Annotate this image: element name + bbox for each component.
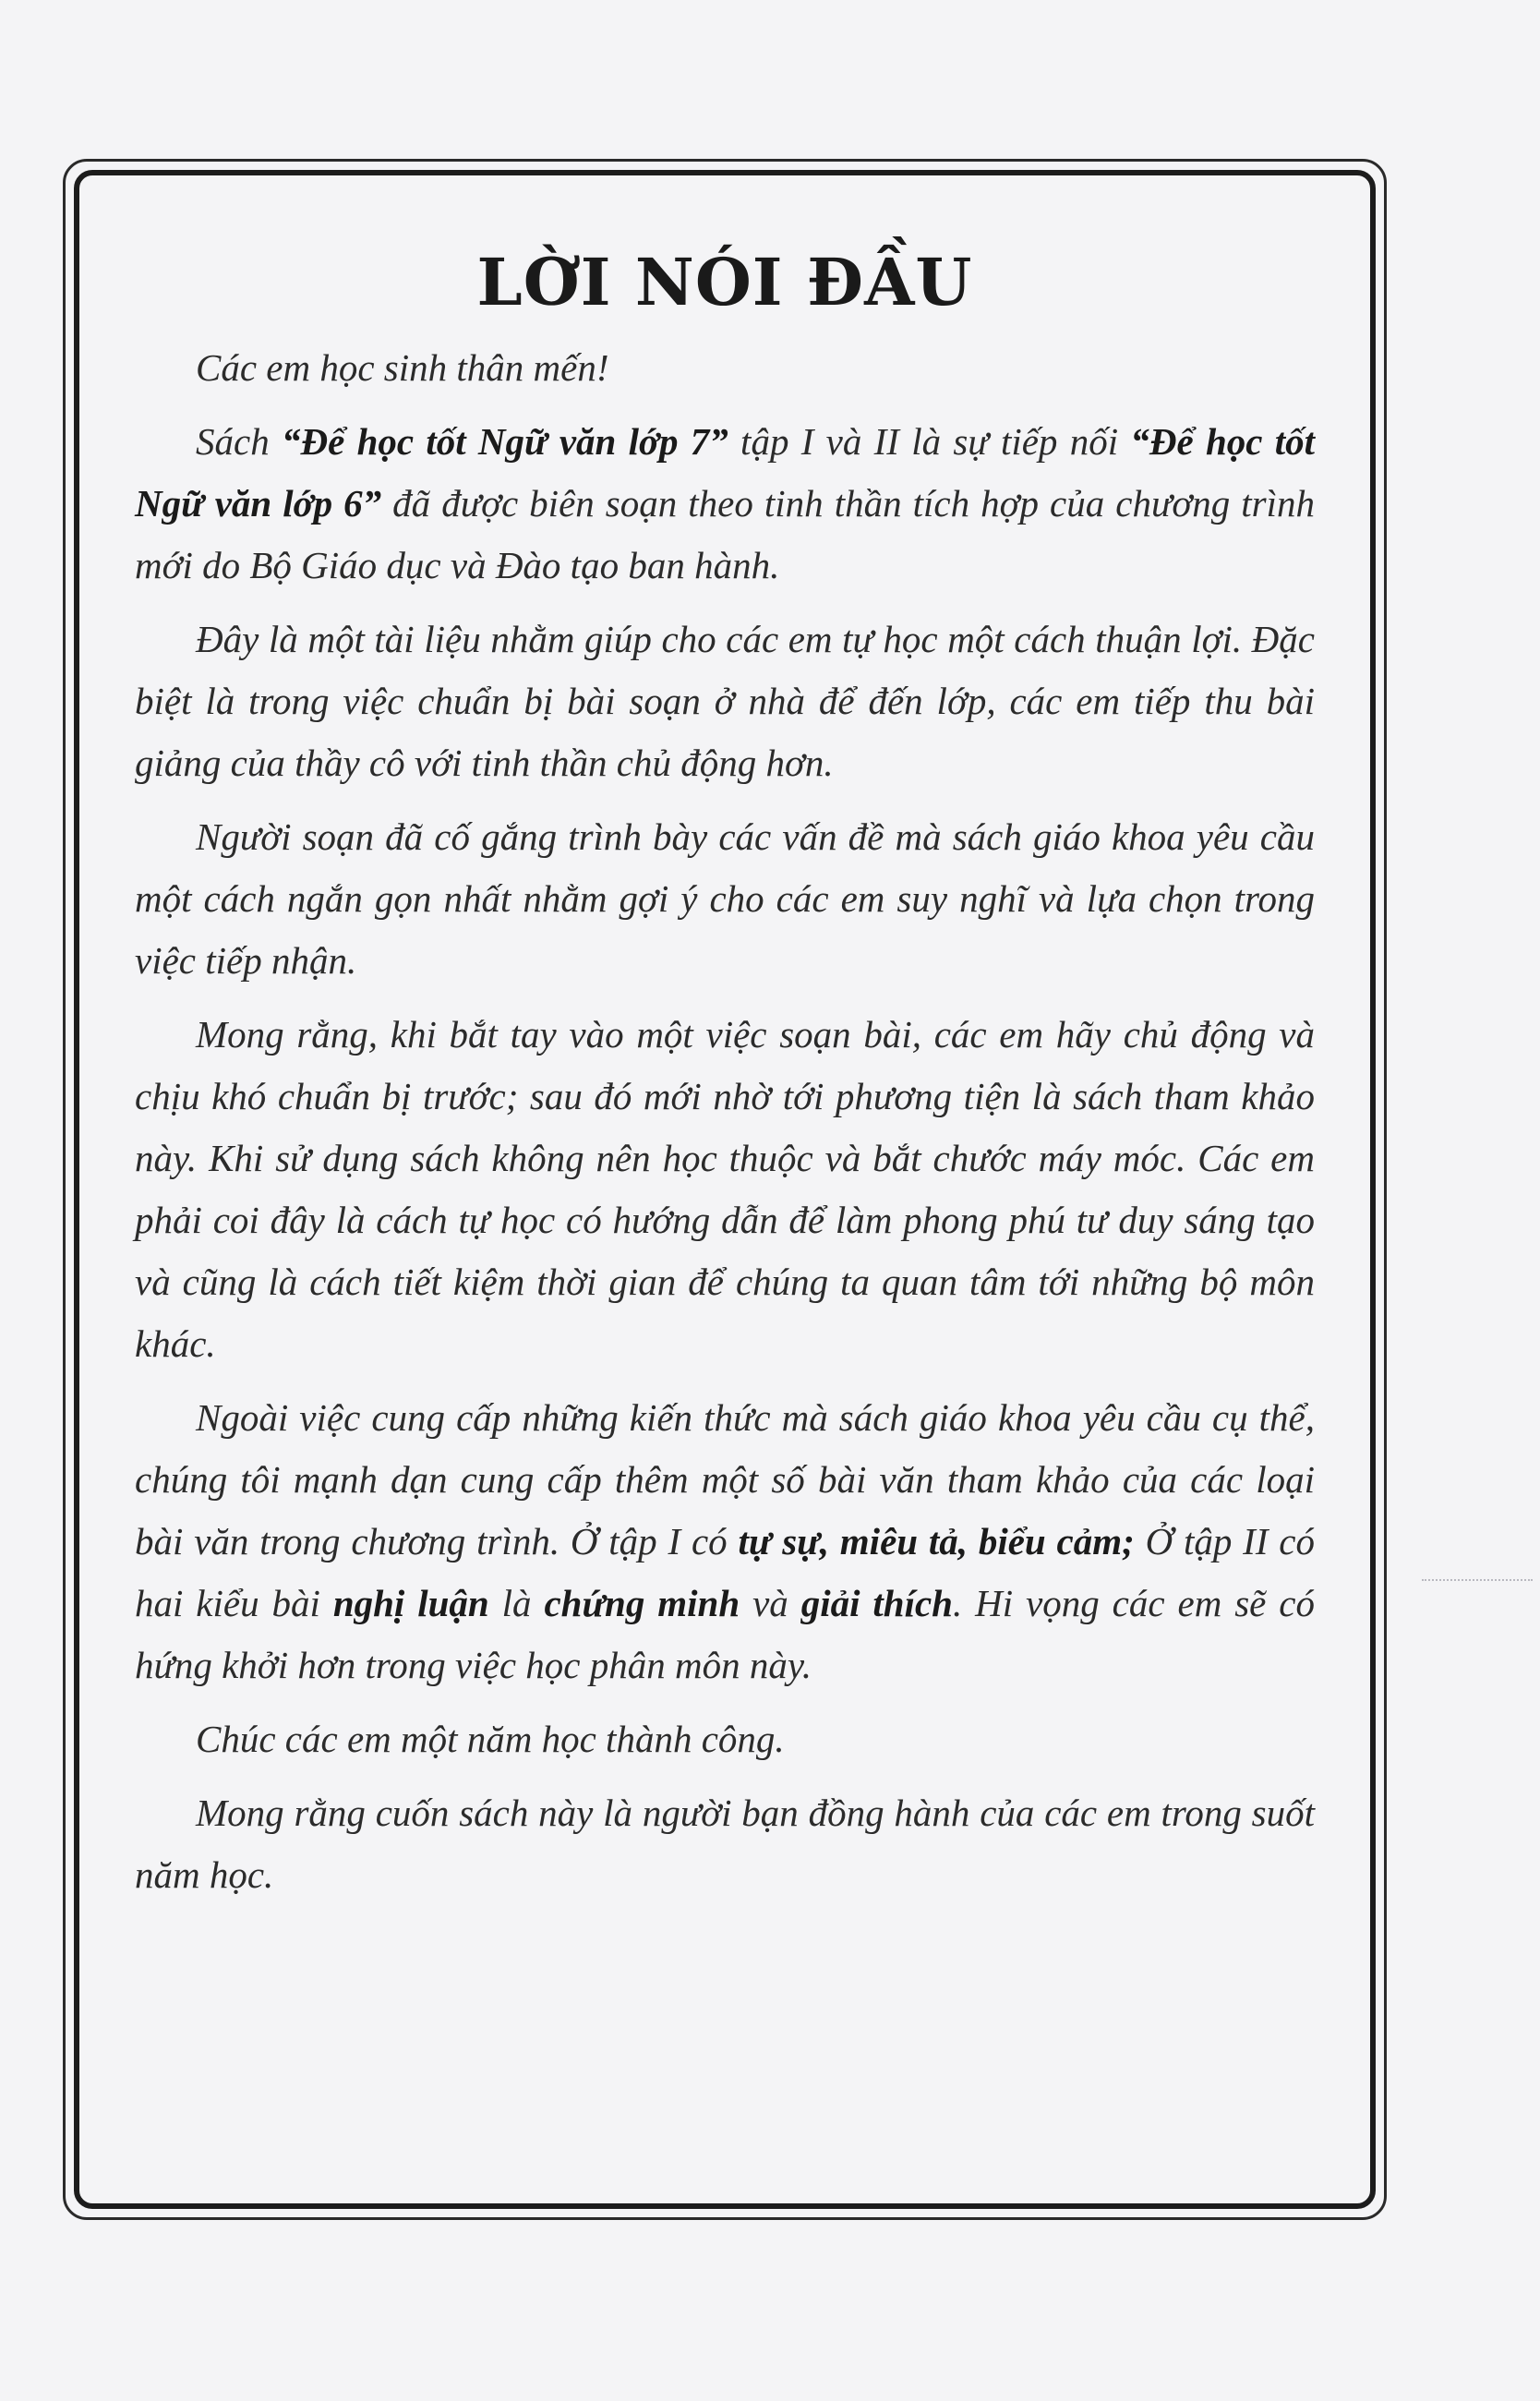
paragraph-6: Chúc các em một năm học thành công. bbox=[196, 1718, 785, 1760]
text-run: Ngoài việc cung cấp những kiến thức mà sách giáo khoa yêu cầu cụ thể, chúng tôi mạnh dạn cung cấp thêm một số bài văn tham khảo của các loại bài văn trong chương trình. Ở tập I có bbox=[135, 1396, 1315, 1562]
paragraph-7: Mong rằng cuốn sách này là người bạn đồng hành của các em trong suốt năm học. bbox=[135, 1792, 1315, 1896]
text-run: . Hi vọng các em sẽ có hứng khởi hơn trong việc học phân môn này. bbox=[135, 1582, 1315, 1686]
text-run: Ở tập II có hai kiểu bài bbox=[135, 1520, 1315, 1624]
greeting-paragraph: Các em học sinh thân mến! bbox=[196, 346, 609, 389]
text-run: Sách bbox=[196, 420, 282, 463]
text-run: và bbox=[740, 1582, 801, 1624]
text-run: là bbox=[488, 1582, 545, 1624]
text-run: tập I và II là sự tiếp nối bbox=[728, 420, 1131, 463]
page-title: LỜI NÓI ĐẦU bbox=[476, 244, 973, 320]
page-edge-mark bbox=[1422, 1579, 1533, 1583]
genre-giai-thich: giải thích bbox=[800, 1582, 953, 1624]
book-title-grade-6: “Để học tốt Ngữ văn lớp 6” bbox=[135, 420, 1316, 525]
genre-chung-minh: chứng minh bbox=[544, 1582, 740, 1624]
paragraph-2: Đây là một tài liệu nhằm giúp cho các em tự học một cách thuận lợi. Đặc biệt là trong việc chuẩn bị bài soạn ở nhà để đến lớp, các em tiếp thu bài giảng của thầy cô với tinh thần chủ động hơn. bbox=[135, 618, 1315, 784]
genre-nghi-luan: nghị luận bbox=[332, 1582, 489, 1624]
genre-list: tự sự, miêu tả, biểu cảm; bbox=[738, 1520, 1135, 1562]
book-title-grade-7: “Để học tốt Ngữ văn lớp 7” bbox=[281, 420, 728, 463]
preface-body bbox=[135, 337, 1315, 1906]
text-run: đã được biên soạn theo tinh thần tích hợp của chương trình mới do Bộ Giáo dục và Đào tạo ban hành. bbox=[135, 482, 1315, 586]
paragraph-3: Người soạn đã cố gắng trình bày các vấn đề mà sách giáo khoa yêu cầu một cách ngắn gọn nhất nhằm gợi ý cho các em suy nghĩ và lựa chọn trong việc tiếp nhận. bbox=[135, 815, 1315, 982]
paragraph-5 bbox=[135, 1387, 1315, 1696]
paragraph-1 bbox=[135, 411, 1315, 597]
inner-border-frame bbox=[74, 170, 1376, 2209]
paragraph-4: Mong rằng, khi bắt tay vào một việc soạn bài, các em hãy chủ động và chịu khó chuẩn bị trước; sau đó mới nhờ tới phương tiện là sách tham khảo này. Khi sử dụng sách không nên học thuộc và bắt chước máy móc. Các em phải coi đây là cách tự học có hướng dẫn để làm phong phú tư duy sáng tạo và cũng là cách tiết kiệm thời gian để chúng ta quan tâm tới những bộ môn khác. bbox=[135, 1013, 1315, 1365]
